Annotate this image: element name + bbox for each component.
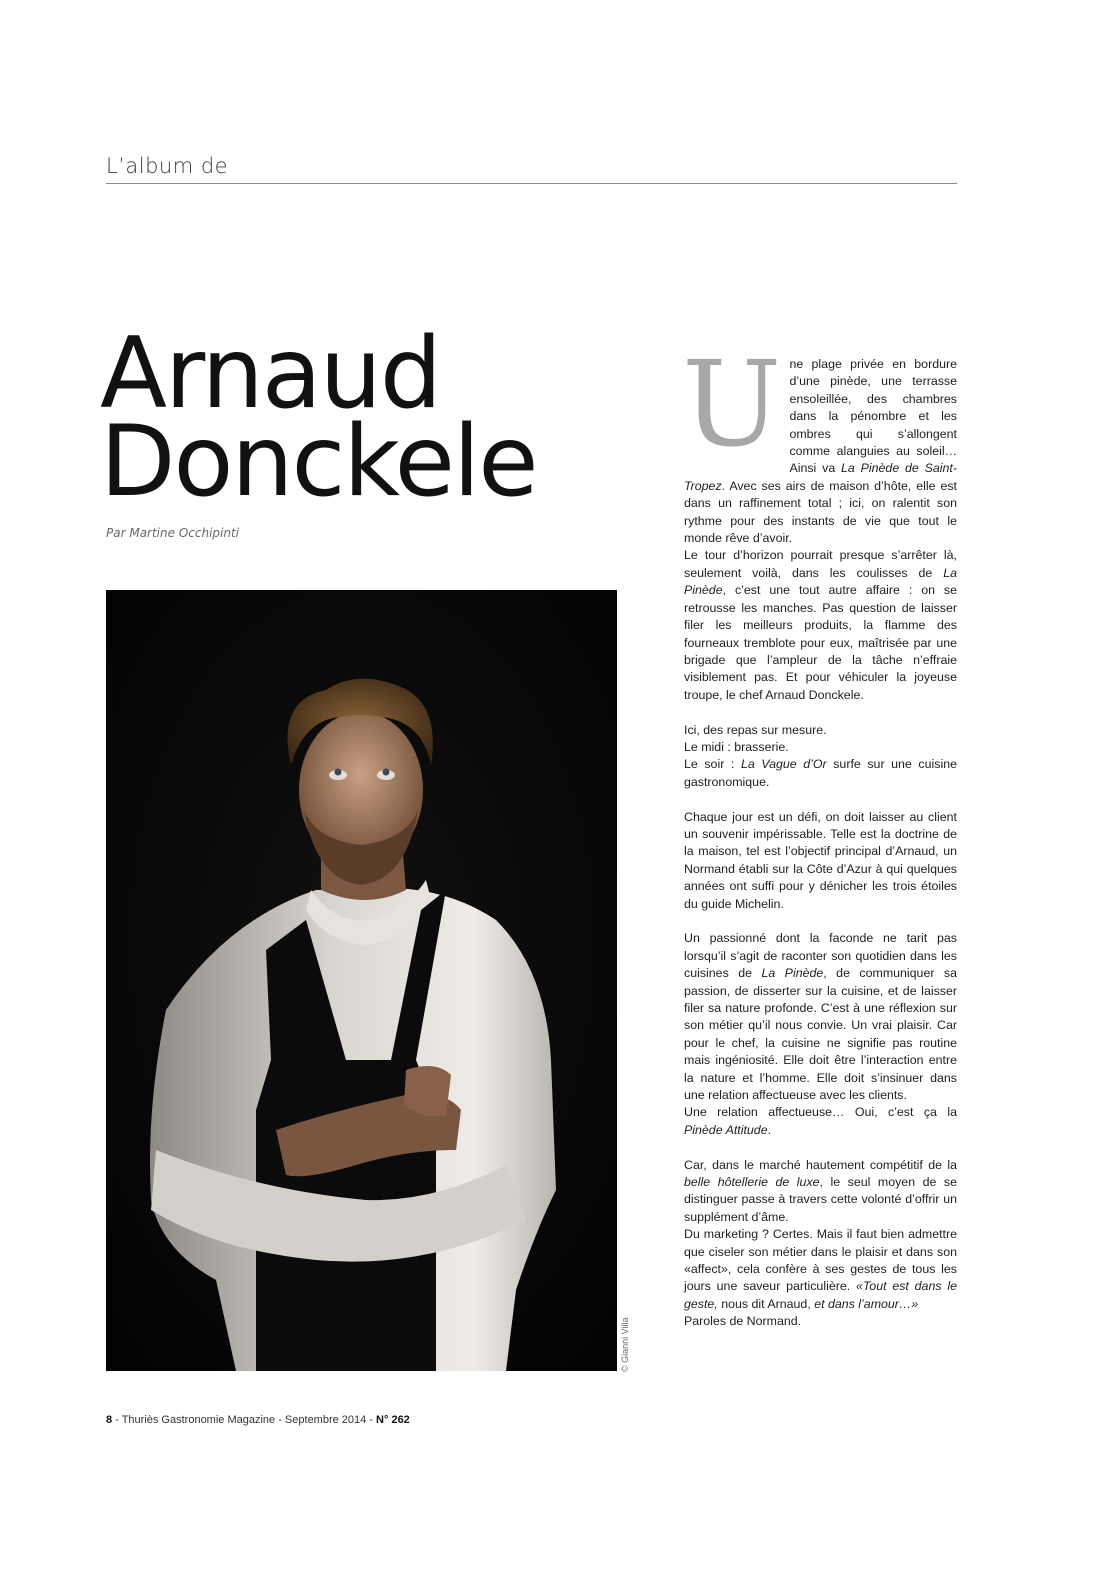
byline: Par Martine Occhipinti (106, 526, 239, 540)
chef-portrait-photo (106, 590, 617, 1371)
article-paragraph (684, 1226, 957, 1313)
paragraph-text: Du marketing ? Certes. Mais il faut bien admettre que ciseler son métier dans le plaisir et dans son «affect», cela confère à ses gestes de tous les jours une saveur particulière. (684, 1227, 957, 1294)
paragraph-text: . Avec ses airs de maison d’hôte, elle est dans un raffinement total ; ici, on ralentit son rythme pour des instants de vie que tout le monde rêve d’avoir. (684, 478, 957, 546)
italic-text: «Tout est dans le geste, (684, 1279, 957, 1311)
article-paragraph (684, 809, 957, 913)
italic-text: La Pinède (761, 966, 824, 981)
paragraph-text: Le midi : brasserie. (684, 739, 789, 754)
italic-text: La Pinède (684, 565, 957, 598)
drop-cap: U (682, 335, 782, 473)
article-paragraph (684, 1157, 957, 1227)
article-paragraph (684, 547, 957, 704)
paragraph-text: Le tour d’horizon pourrait presque s’arrêter là, seulement voilà, dans les coulisses de (684, 548, 957, 580)
title-first-name: Arnaud (100, 317, 441, 431)
italic-text: et dans l’amour…» (814, 1296, 919, 1311)
article-title (100, 317, 537, 519)
italic-text: belle hôtellerie de luxe (684, 1175, 820, 1190)
issue-number: N° 262 (376, 1414, 410, 1426)
italic-text: Pinède Attitude (684, 1122, 768, 1137)
section-label: L’album de (106, 154, 229, 178)
article-paragraph (684, 756, 957, 791)
publication-info: - Thuriès Gastronomie Magazine - Septembre 2014 - (112, 1414, 377, 1426)
paragraph-text: Ici, des repas sur mesure. (684, 722, 827, 737)
paragraph-text: Le soir : (684, 757, 741, 772)
article-paragraph (684, 930, 957, 1104)
paragraph-text: Un passionné dont la faconde ne tarit pas lorsqu’il s’agit de raconter son quotidien dans les cuisines de (684, 931, 957, 981)
article-body (682, 335, 958, 1331)
paragraph-text: Car, dans le marché hautement compétitif de la (684, 1157, 957, 1172)
italic-text: La Pinède de Saint-Tropez (684, 461, 957, 493)
page-footer (106, 1414, 410, 1426)
paragraph-text: , c’est une tout autre affaire : on se retrousse les manches. Pas question de laisser filer les meilleurs produits, la flamme des fourneaux tremblote pour eux, maîtrisée par une brigade que l’ampleur de la tâche n’effraie visiblement pas. Et pour véhiculer la joyeuse troupe, le chef Arnaud Donckele. (684, 583, 957, 702)
page-number: 8 (106, 1414, 113, 1426)
photo-credit: © Gianni Villa (620, 1317, 630, 1372)
article-paragraph (684, 739, 957, 756)
article-paragraph (684, 722, 957, 739)
paragraph-text: surfe sur une cuisine gastronomique. (684, 757, 957, 789)
paragraph-text: Paroles de Normand. (684, 1314, 802, 1329)
paragraph-text: Une relation affectueuse… Oui, c’est ça la (684, 1105, 957, 1120)
hand (404, 1066, 451, 1116)
title-last-name: Donckele (100, 405, 537, 519)
paragraph-text: nous dit Arnaud, (717, 1296, 815, 1311)
paragraph-text: , le seul moyen de se distinguer passe à travers cette volonté d’offrir un supplément d’âme. (684, 1175, 957, 1224)
article-paragraphs (682, 335, 958, 1331)
paragraph-text: . (767, 1122, 772, 1137)
paragraph-text: Chaque jour est un défi, on doit laisser au client un souvenir impérissable. Telle est la doctrine de la maison, tel est l’objectif principal d’Arnaud, un Normand établi sur la Côte d’Azur à qui quelques années ont suffi pour y dénicher les trois étoiles du guide Michelin. (684, 809, 957, 911)
paragraph-text: ne plage privée en bordure d’une pinède, une terrasse ensoleillée, des chambres dans la pénombre et les ombres qui s’allongent comme alanguies au soleil… Ainsi va (789, 357, 957, 476)
italic-text: La Vague d’Or (740, 757, 827, 772)
paragraph-text: , de communiquer sa passion, de disserter sur la cuisine, et de laisser filer sa nature profonde. C’est à une réflexion sur son métier qu’il nous convie. Un vrai plaisir. Car pour le chef, la cuisine ne signifie pas routine mais ingéniosité. Elle doit être l’interaction entre la nature et l’homme. Elle doit s’insinuer dans une relation affectueuse avec les clients. (684, 966, 958, 1103)
article-paragraph (684, 1313, 957, 1330)
section-divider (106, 183, 957, 184)
article-paragraph (684, 1104, 957, 1139)
